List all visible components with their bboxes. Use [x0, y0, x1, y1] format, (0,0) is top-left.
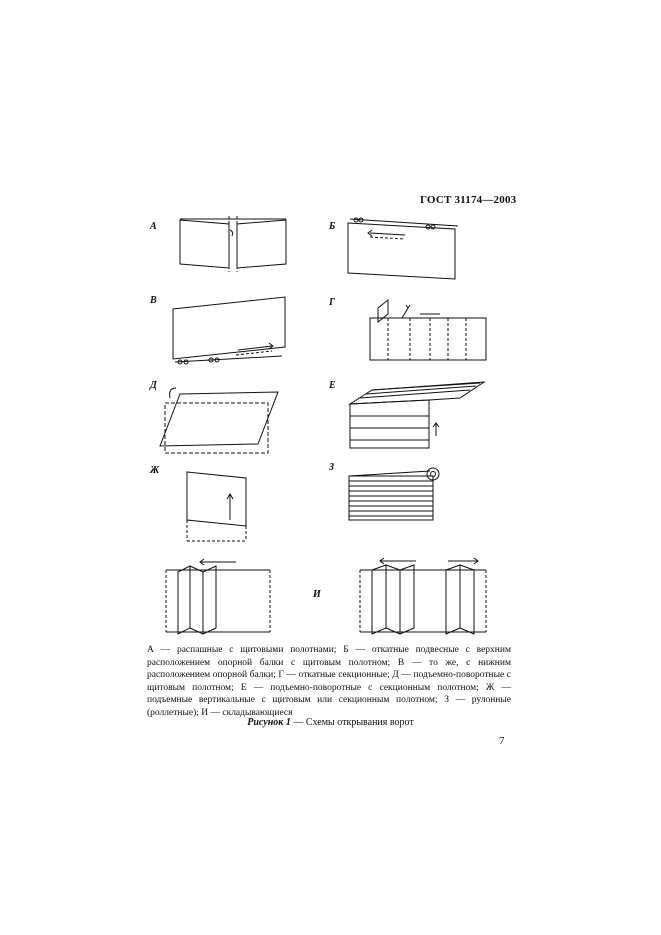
- diagram-label-g: Г: [329, 297, 336, 308]
- diagram-label-a: А: [150, 221, 157, 232]
- figure-caption: [147, 644, 511, 719]
- diagram-label-z: З: [329, 462, 335, 473]
- figure-title-label: Рисунок 1: [247, 717, 291, 728]
- diagram-v-sliding-bottom-beam: [173, 297, 285, 364]
- caption-text: А — распашные с щитовыми полотнами; Б — откатные подвесные с верхним расположением опорной балки с щитовым полотном; В — то же, с нижним расположением опорной балки; Г — откатные секционные; Д — подъемно-поворотные с щитовым полотном; Е — подъемно-поворотные с секционным полотном; Ж — подъемные вертикальные с щитовым или секционным полотном; З — рулонные (роллетные); И — складывающиеся: [147, 645, 511, 718]
- diagram-label-zh: Ж: [150, 465, 160, 476]
- page-number: 7: [499, 735, 505, 747]
- diagram-z-roller-shutter: [349, 468, 439, 520]
- diagram-i-folding-left: [166, 559, 270, 634]
- diagram-label-v: В: [150, 295, 157, 306]
- figure-title-separator: —: [290, 717, 306, 728]
- diagram-label-i: И: [313, 589, 321, 600]
- diagram-g-sliding-sectional: [370, 300, 486, 360]
- diagram-d-up-and-over-panel: [160, 388, 278, 453]
- figure-title: [0, 717, 661, 728]
- diagram-b-sliding-top-beam: [348, 218, 458, 279]
- figure-title-text: Схемы открывания ворот: [305, 717, 414, 728]
- diagram-a-swing-gate: [180, 216, 286, 272]
- diagram-i-folding-right: [360, 558, 486, 634]
- diagram-e-up-and-over-sectional: [350, 382, 484, 448]
- diagram-label-e: Е: [329, 380, 336, 391]
- diagram-zh-vertical-lift: [187, 472, 246, 541]
- diagram-label-d: Д: [150, 380, 157, 391]
- document-header: ГОСТ 31174—2003: [420, 194, 517, 206]
- diagram-label-b: Б: [329, 221, 336, 232]
